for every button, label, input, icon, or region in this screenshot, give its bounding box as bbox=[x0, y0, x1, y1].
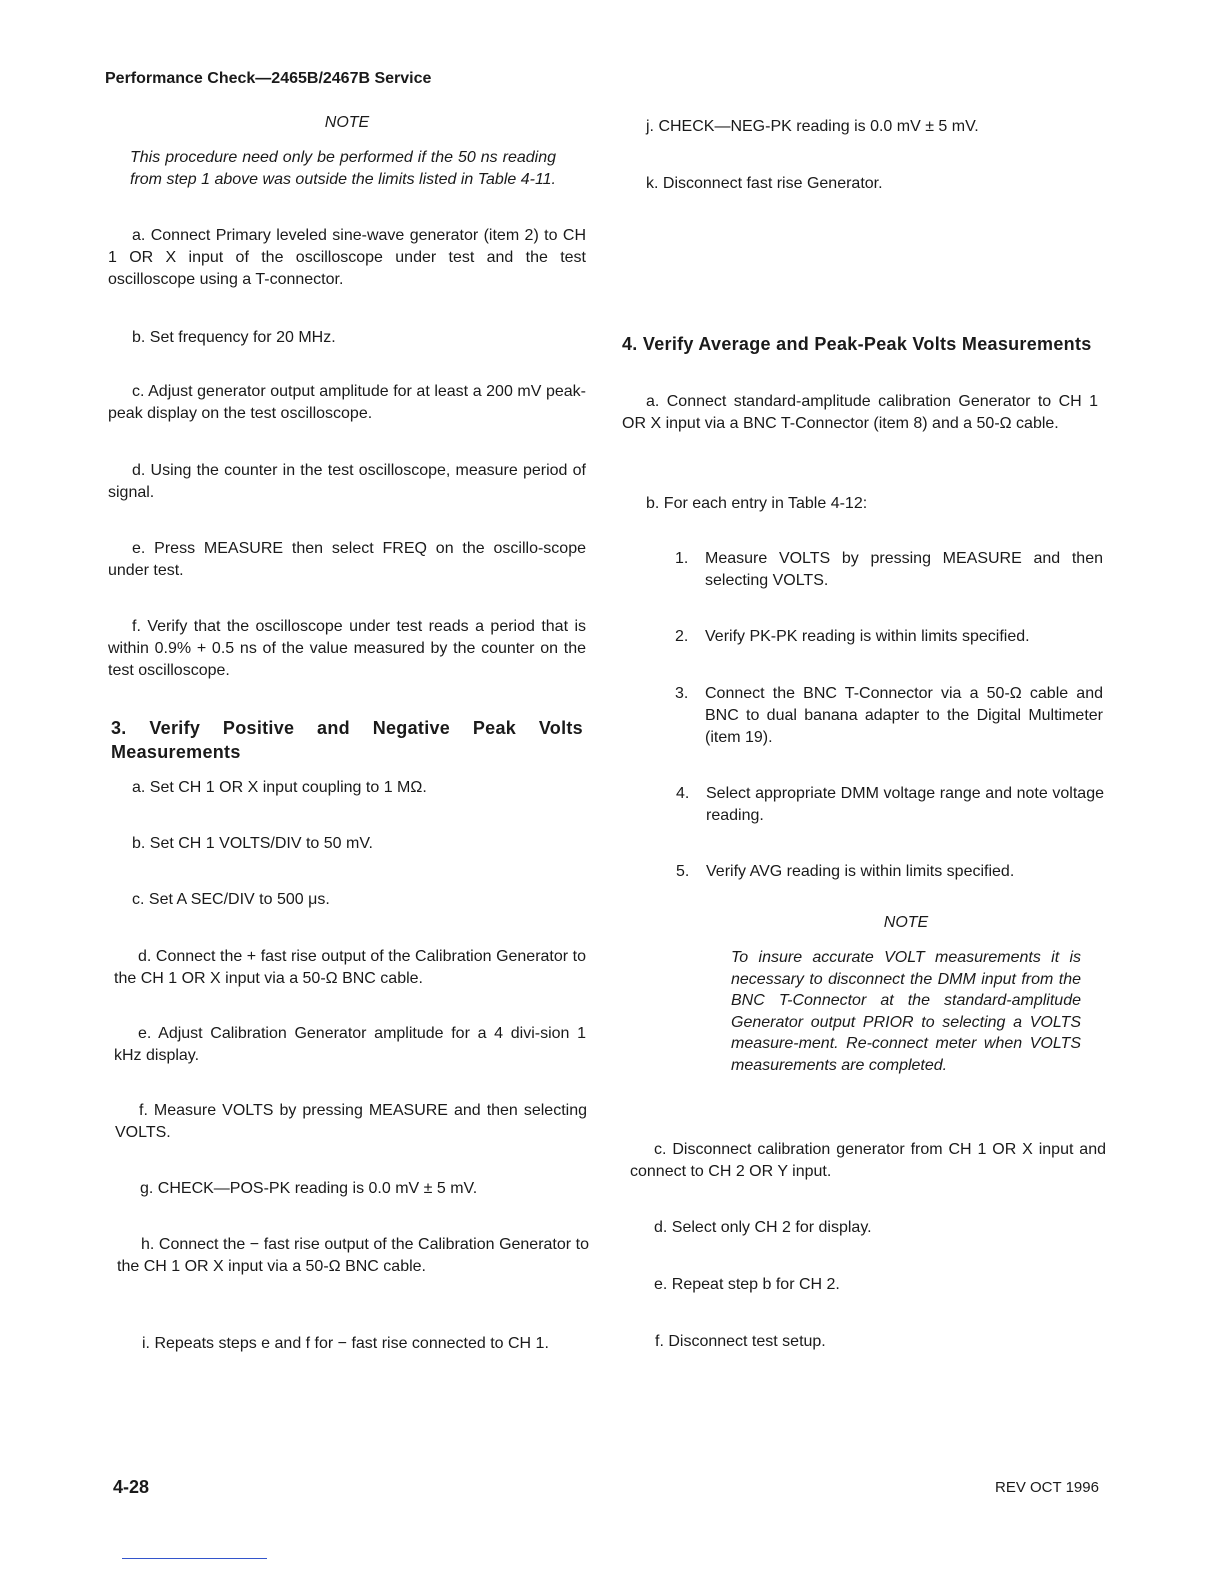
step-paragraph: i. Repeats steps e and f for − fast rise connected to CH 1. bbox=[142, 1335, 549, 1352]
step-paragraph: k. Disconnect fast rise Generator. bbox=[646, 175, 883, 192]
step-paragraph: b. For each entry in Table 4-12: bbox=[646, 495, 868, 512]
list-item-text: Select appropriate DMM voltage range and note voltage reading. bbox=[706, 785, 1104, 824]
step-paragraph: a. Set CH 1 OR X input coupling to 1 MΩ. bbox=[132, 779, 427, 796]
page-header: Performance Check—2465B/2467B Service bbox=[105, 70, 432, 87]
list-item bbox=[675, 548, 1103, 592]
step-paragraph: d. Using the counter in the test oscilloscope, measure period of signal. bbox=[108, 462, 586, 501]
list-item-number: 1. bbox=[675, 550, 689, 567]
step-paragraph: g. CHECK—POS-PK reading is 0.0 mV ± 5 mV. bbox=[140, 1180, 478, 1197]
list-item bbox=[675, 626, 1103, 648]
note-body: To insure accurate VOLT measurements it is necessary to disconnect the DMM input from the BNC T-Connector at the standard-amplitude Generator output PRIOR to selecting a VOLTS measure-ment. Re-connect meter when VOLTS measurements are completed. bbox=[731, 949, 1081, 1074]
list-item-text: Connect the BNC T-Connector via a 50-Ω cable and BNC to dual banana adapter to the Digital Multimeter (item 19). bbox=[705, 685, 1103, 746]
note-title: NOTE bbox=[324, 114, 370, 131]
step-paragraph: a. Connect Primary leveled sine-wave generator (item 2) to CH 1 OR X input of the oscilloscope under test and the test oscilloscope using a T-connector. bbox=[108, 227, 586, 288]
step-paragraph: c. Adjust generator output amplitude for at least a 200 mV peak- peak display on the test oscilloscope. bbox=[108, 383, 586, 422]
step-paragraph: a. Connect standard-amplitude calibration Generator to CH 1 OR X input via a BNC T-Connector (item 8) and a 50-Ω cable. bbox=[622, 393, 1098, 432]
divider bbox=[122, 1558, 267, 1559]
section-heading: 3. Verify Positive and Negative Peak Volts Measurements bbox=[111, 718, 583, 762]
list-item-text: Verify PK-PK reading is within limits specified. bbox=[705, 628, 1030, 645]
list-item-text: Measure VOLTS by pressing MEASURE and then selecting VOLTS. bbox=[705, 550, 1103, 589]
step-paragraph: d. Connect the + fast rise output of the Calibration Generator to the CH 1 OR X input via a 50-Ω BNC cable. bbox=[114, 948, 586, 987]
list-item bbox=[676, 783, 1104, 827]
step-paragraph: c. Set A SEC/DIV to 500 μs. bbox=[132, 891, 330, 908]
step-paragraph: h. Connect the − fast rise output of the Calibration Generator to the CH 1 OR X input via a 50-Ω BNC cable. bbox=[117, 1236, 589, 1275]
step-paragraph: f. Disconnect test setup. bbox=[655, 1333, 826, 1350]
page-number: 4-28 bbox=[113, 1477, 150, 1497]
note-body: This procedure need only be performed if the 50 ns reading from step 1 above was outside the limits listed in Table 4-11. bbox=[130, 149, 556, 188]
step-paragraph: e. Repeat step b for CH 2. bbox=[654, 1276, 840, 1293]
list-item-number: 2. bbox=[675, 628, 689, 645]
step-paragraph: b. Set CH 1 VOLTS/DIV to 50 mV. bbox=[132, 835, 373, 852]
note-title: NOTE bbox=[883, 914, 929, 931]
list-item-number: 4. bbox=[676, 785, 690, 802]
list-item bbox=[676, 861, 1104, 883]
step-paragraph: f. Measure VOLTS by pressing MEASURE and then selecting VOLTS. bbox=[115, 1102, 587, 1141]
step-paragraph: c. Disconnect calibration generator from CH 1 OR X input and connect to CH 2 OR Y input. bbox=[630, 1141, 1106, 1180]
section-heading: 4. Verify Average and Peak-Peak Volts Measurements bbox=[622, 334, 1092, 354]
step-paragraph: b. Set frequency for 20 MHz. bbox=[132, 329, 336, 346]
step-paragraph: f. Verify that the oscilloscope under test reads a period that is within 0.9% + 0.5 ns of the value measured by the counter on the test oscilloscope. bbox=[108, 618, 586, 679]
step-paragraph: e. Adjust Calibration Generator amplitude for a 4 divi-sion 1 kHz display. bbox=[114, 1025, 586, 1064]
list-item-number: 5. bbox=[676, 863, 690, 880]
step-paragraph: e. Press MEASURE then select FREQ on the oscillo-scope under test. bbox=[108, 540, 586, 579]
list-item-number: 3. bbox=[675, 685, 689, 702]
list-item bbox=[675, 683, 1103, 749]
revision-date: REV OCT 1996 bbox=[995, 1479, 1099, 1496]
list-item-text: Verify AVG reading is within limits specified. bbox=[706, 863, 1015, 880]
step-paragraph: d. Select only CH 2 for display. bbox=[654, 1219, 872, 1236]
step-paragraph: j. CHECK—NEG-PK reading is 0.0 mV ± 5 mV. bbox=[646, 118, 979, 135]
